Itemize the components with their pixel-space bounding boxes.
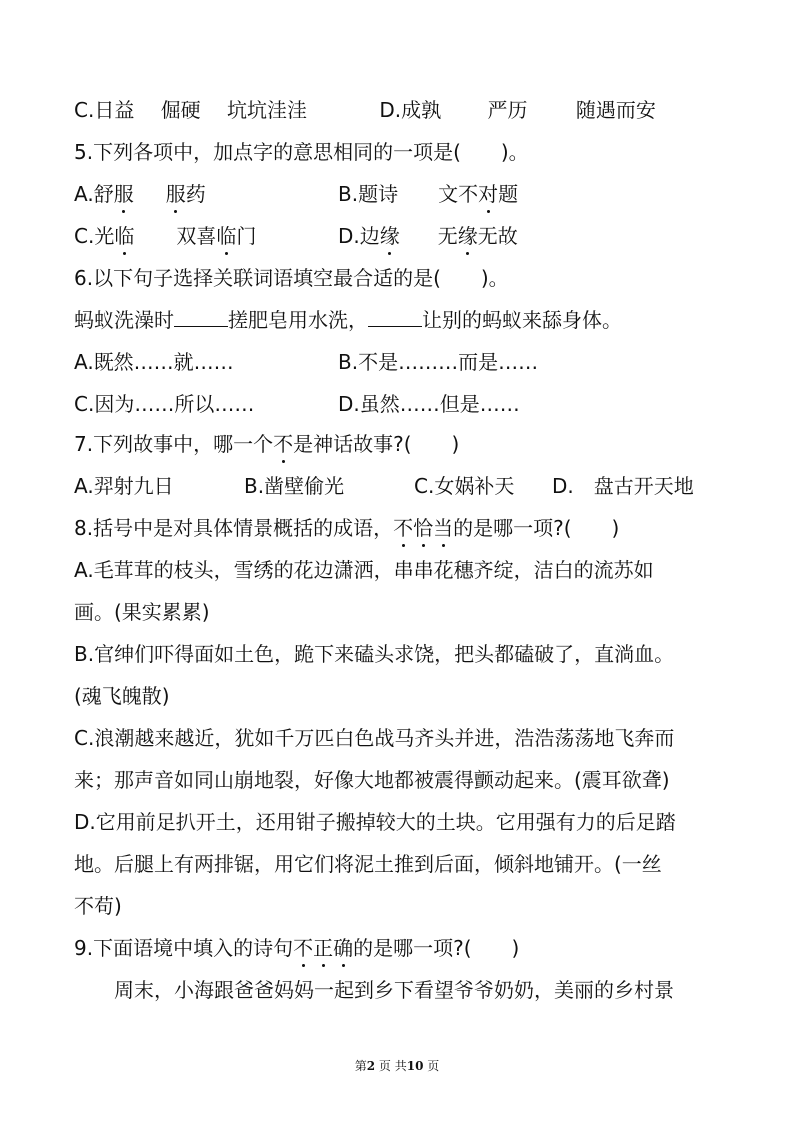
question-6: 6.以下句子选择关联词语填空最合适的是( )。 [74,266,509,290]
q5-option-c-d [74,224,518,248]
dotted-char: 服 [165,182,186,206]
text: 9.下面语境中填入的诗句 [74,936,294,960]
question-9 [74,936,519,960]
text: 让别的蚂蚁来舔身体。 [422,308,622,332]
dotted-char: 临 [216,224,237,248]
question-8 [74,516,619,540]
text: C.光 [74,224,115,248]
text: 搓肥皂用水洗， [228,308,368,332]
fill-blank[interactable] [174,308,228,327]
opt-d: D.虽然……但是…… [338,392,520,416]
opt-c: C.女娲补天 [414,474,515,498]
q8-option-c-line2: 来；那声音如同山崩地裂，好像大地都被震得颤动起来。(震耳欲聋) [74,768,670,792]
dotted-char: 正 [313,936,334,960]
q8-option-d-line3: 不苟) [74,894,122,918]
text: 8.括号中是对具体情景概括的成语， [74,516,394,540]
q8-option-d-line2: 地。后腿上有两排锯，用它们将泥土推到后面，倾斜地铺开。(一丝 [74,852,662,876]
q5-option-a-b [74,182,519,206]
text: B.题诗 [338,182,399,206]
text: 文不 [438,182,479,206]
dotted-char: 服 [113,182,134,206]
text: 双喜 [176,224,217,248]
text: 无 [437,224,458,248]
text: 的是哪一项?( ) [353,936,520,960]
q6-option-c-d [74,392,520,416]
text: 的是哪一项?( ) [453,516,620,540]
fill-blank[interactable] [368,308,422,327]
text: 药 [185,182,206,206]
text: A.舒 [74,182,114,206]
opt-d [338,224,518,248]
text: 题 [498,182,519,206]
opt-b: B.凿壁偷光 [244,474,345,498]
dotted-char: 确 [333,936,354,960]
q8-option-a-line2: 画。(果实累累) [74,600,210,624]
text: 门 [236,224,257,248]
opt-d: D.成孰 [379,98,442,122]
opt-a: A.既然……就…… [74,350,234,374]
q9-context: 周末，小海跟爸爸妈妈一起到乡下看望爷爷奶奶，美丽的乡村景 [114,978,674,1002]
dotted-char: 恰 [413,516,434,540]
q7-options [74,474,694,498]
dotted-char: 临 [114,224,135,248]
dotted-char: 当 [433,516,454,540]
dotted-char: 缘 [457,224,478,248]
text: 7.下列故事中，哪一个 [74,432,274,456]
q6-sentence [74,308,622,332]
text: 蚂蚁洗澡时 [74,308,174,332]
dotted-char: 不 [293,936,314,960]
text: 页 共 [378,1059,407,1073]
opt-a: A.羿射九日 [74,474,174,498]
q8-option-d-line1: D.它用前足扒开土，还用钳子搬掉较大的土块。它用强有力的后足踏 [74,810,676,834]
text: 是神话故事?( ) [293,432,460,456]
q8-option-b-line1: B.官绅们吓得面如土色，跪下来磕头求饶，把头都磕破了，直淌血。 [74,642,675,666]
text: D.边 [338,224,380,248]
question-7 [74,432,459,456]
opt-b [338,182,518,206]
dotted-char: 对 [478,182,499,206]
q8-option-a-line1: A.毛茸茸的枝头，雪绣的花边潇洒，串串花穗齐绽，洁白的流苏如 [74,558,654,582]
q6-option-a-b [74,350,539,374]
text: 无故 [477,224,518,248]
word: 坑坑洼洼 [227,98,308,122]
page-number: 2 [366,1059,376,1073]
page-footer [0,1057,794,1074]
q8-option-c-line1: C.浪潮越来越近，犹如千万匹白色战马齐头并进，浩浩荡荡地飞奔而 [74,726,675,750]
opt-c: C.日益 [74,98,135,122]
dotted-char: 不 [393,516,414,540]
q4-option-c-d [74,98,656,122]
word: 随遇而安 [575,98,656,122]
text: 页 [427,1059,440,1073]
dotted-char: 不 [273,432,294,456]
opt-d: D. 盘古开天地 [552,474,694,498]
q8-option-b-line2: (魂飞魄散) [74,684,170,708]
dotted-char: 缘 [379,224,400,248]
opt-c: C.因为……所以…… [74,392,255,416]
text: 第 [354,1059,367,1073]
word: 严历 [487,98,528,122]
word: 倔硬 [160,98,201,122]
total-pages: 10 [406,1059,424,1073]
opt-b: B.不是………而是…… [338,350,539,374]
question-5: 5.下列各项中，加点字的意思相同的一项是( )。 [74,140,529,164]
